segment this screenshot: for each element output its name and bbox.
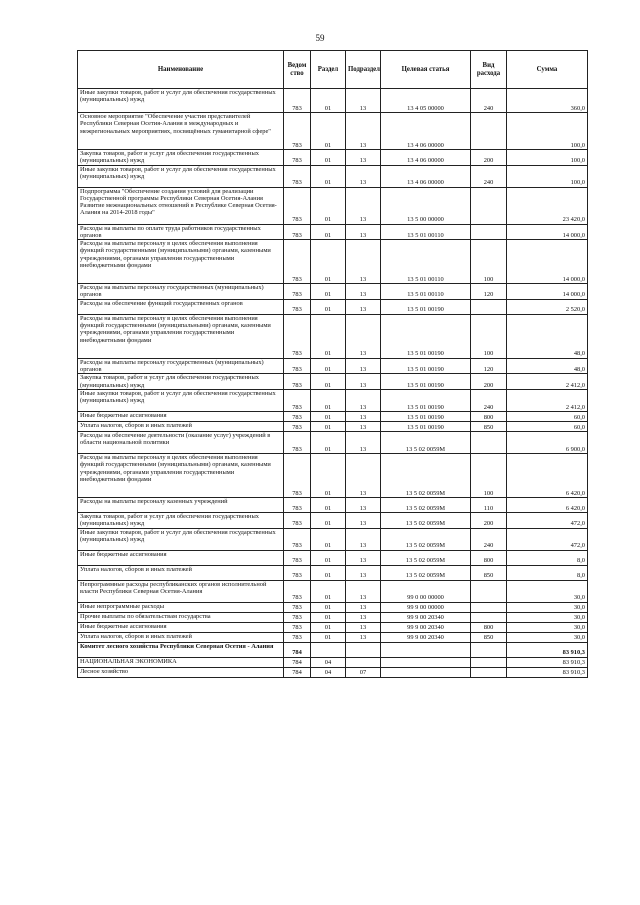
row-razdel-cell: 01 [311, 421, 346, 431]
row-tsel-cell: 13 5 01 00190 [381, 389, 471, 411]
table-row [78, 580, 588, 602]
row-podrazdel-cell: 13 [346, 632, 381, 642]
row-podrazdel-cell: 13 [346, 453, 381, 497]
table-row [78, 165, 588, 187]
row-podrazdel-cell: 13 [346, 612, 381, 622]
col-header-razdel: Раздел [311, 51, 346, 89]
row-name-cell: Иные бюджетные ассигнования [78, 411, 284, 421]
row-ved-cell: 783 [284, 512, 311, 528]
row-name-cell: Расходы на обеспечение деятельности (оказание услуг) учреждений в области национальной политики [78, 431, 284, 453]
row-razdel-cell: 01 [311, 622, 346, 632]
row-tsel-cell: 13 5 02 0059М [381, 512, 471, 528]
row-vid-cell [471, 299, 507, 314]
row-ved-cell: 783 [284, 453, 311, 497]
table-row [78, 299, 588, 314]
row-summa-cell: 8,0 [507, 565, 588, 580]
table-row [78, 284, 588, 300]
row-summa-cell: 30,0 [507, 612, 588, 622]
row-vid-cell: 120 [471, 358, 507, 374]
row-ved-cell: 783 [284, 421, 311, 431]
row-ved-cell: 784 [284, 667, 311, 677]
table-row [78, 150, 588, 166]
row-tsel-cell: 13 5 02 0059М [381, 550, 471, 565]
row-name-cell: Закупка товаров, работ и услуг для обеспечения государственных (муниципальных) нужд [78, 512, 284, 528]
row-tsel-cell: 99 9 00 20340 [381, 612, 471, 622]
row-podrazdel-cell: 07 [346, 667, 381, 677]
row-ved-cell: 783 [284, 612, 311, 622]
row-razdel-cell: 01 [311, 565, 346, 580]
row-name-cell: Расходы на выплаты персоналу государственных (муниципальных) органов [78, 284, 284, 300]
row-ved-cell: 784 [284, 642, 311, 657]
row-vid-cell: 240 [471, 389, 507, 411]
row-ved-cell: 783 [284, 411, 311, 421]
row-summa-cell: 6 900,0 [507, 431, 588, 453]
row-vid-cell: 240 [471, 165, 507, 187]
row-podrazdel-cell: 13 [346, 565, 381, 580]
table-row [78, 187, 588, 224]
row-name-cell: Непрограммные расходы республиканских органов исполнительной власти Республики Северная Осетия-Алания [78, 580, 284, 602]
row-ved-cell: 783 [284, 622, 311, 632]
row-razdel-cell: 01 [311, 224, 346, 240]
row-ved-cell: 783 [284, 528, 311, 550]
row-tsel-cell: 13 4 05 00000 [381, 89, 471, 113]
table-row [78, 657, 588, 667]
row-ved-cell: 783 [284, 550, 311, 565]
row-tsel-cell: 99 9 00 20340 [381, 632, 471, 642]
row-podrazdel-cell: 13 [346, 431, 381, 453]
row-podrazdel-cell: 13 [346, 299, 381, 314]
table-row [78, 374, 588, 390]
row-summa-cell: 30,0 [507, 580, 588, 602]
row-vid-cell: 800 [471, 622, 507, 632]
row-name-cell: Прочие выплаты по обязательствам государства [78, 612, 284, 622]
row-podrazdel-cell: 13 [346, 358, 381, 374]
table-row [78, 358, 588, 374]
row-podrazdel-cell: 13 [346, 497, 381, 512]
col-header-vid: Вид расхода [471, 51, 507, 89]
row-podrazdel-cell: 13 [346, 374, 381, 390]
row-summa-cell: 60,0 [507, 421, 588, 431]
row-vid-cell: 200 [471, 512, 507, 528]
row-name-cell: Комитет лесного хозяйства Республики Северная Осетия - Алания [78, 642, 284, 657]
col-header-podrazdel: Подраздел [346, 51, 381, 89]
table-body [78, 89, 588, 678]
row-razdel-cell: 01 [311, 497, 346, 512]
row-razdel-cell: 01 [311, 284, 346, 300]
row-tsel-cell [381, 667, 471, 677]
row-ved-cell: 783 [284, 565, 311, 580]
row-podrazdel-cell: 13 [346, 389, 381, 411]
row-podrazdel-cell: 13 [346, 314, 381, 358]
row-name-cell: Расходы на обеспечение функций государственных органов [78, 299, 284, 314]
row-vid-cell: 850 [471, 632, 507, 642]
row-podrazdel-cell [346, 657, 381, 667]
row-vid-cell [471, 612, 507, 622]
row-summa-cell: 48,0 [507, 358, 588, 374]
col-header-tsel: Целевая статья [381, 51, 471, 89]
row-summa-cell: 6 420,0 [507, 453, 588, 497]
row-tsel-cell: 13 4 06 00000 [381, 113, 471, 150]
row-podrazdel-cell: 13 [346, 240, 381, 284]
row-ved-cell: 783 [284, 113, 311, 150]
row-name-cell: Иные закупки товаров, работ и услуг для обеспечения государственных (муниципальных) нужд [78, 389, 284, 411]
row-razdel-cell [311, 642, 346, 657]
row-ved-cell: 783 [284, 431, 311, 453]
row-podrazdel-cell: 13 [346, 113, 381, 150]
row-name-cell: Иные закупки товаров, работ и услуг для обеспечения государственных (муниципальных) нужд [78, 528, 284, 550]
row-summa-cell: 60,0 [507, 411, 588, 421]
row-summa-cell: 8,0 [507, 550, 588, 565]
row-tsel-cell: 13 5 02 0059М [381, 497, 471, 512]
row-name-cell: Иные бюджетные ассигнования [78, 550, 284, 565]
row-ved-cell: 783 [284, 389, 311, 411]
table-row [78, 240, 588, 284]
row-podrazdel-cell: 13 [346, 550, 381, 565]
row-razdel-cell: 01 [311, 453, 346, 497]
row-ved-cell: 783 [284, 187, 311, 224]
table-row [78, 565, 588, 580]
row-razdel-cell: 04 [311, 657, 346, 667]
col-header-ved: Ведом ство [284, 51, 311, 89]
row-razdel-cell: 01 [311, 240, 346, 284]
row-ved-cell: 783 [284, 284, 311, 300]
row-name-cell: Иные бюджетные ассигнования [78, 622, 284, 632]
row-tsel-cell: 13 5 01 00110 [381, 240, 471, 284]
row-vid-cell: 100 [471, 453, 507, 497]
row-tsel-cell: 13 5 02 0059М [381, 565, 471, 580]
row-name-cell: Уплата налогов, сборов и иных платежей [78, 421, 284, 431]
row-podrazdel-cell: 13 [346, 528, 381, 550]
row-podrazdel-cell: 13 [346, 580, 381, 602]
row-vid-cell: 120 [471, 284, 507, 300]
row-vid-cell: 110 [471, 497, 507, 512]
row-summa-cell: 2 412,0 [507, 389, 588, 411]
row-razdel-cell: 01 [311, 374, 346, 390]
row-name-cell: Расходы на выплаты персоналу в целях обеспечения выполнения функций государственными (муниципальными) органами, казенными учреждениями, органами управления государственными внебюджетными фондами [78, 314, 284, 358]
row-name-cell: Расходы на выплаты персоналу государственных (муниципальных) органов [78, 358, 284, 374]
row-name-cell: Расходы на выплаты персоналу в целях обеспечения выполнения функций государственными (муниципальными) органами, казенными учреждениями, органами управления государственными внебюджетными фондами [78, 240, 284, 284]
row-summa-cell: 23 420,0 [507, 187, 588, 224]
row-razdel-cell: 01 [311, 389, 346, 411]
row-tsel-cell: 13 5 01 00190 [381, 374, 471, 390]
budget-table [77, 50, 588, 678]
table-row [78, 642, 588, 657]
table-row [78, 602, 588, 612]
row-razdel-cell: 01 [311, 314, 346, 358]
row-razdel-cell: 01 [311, 612, 346, 622]
row-ved-cell: 783 [284, 165, 311, 187]
table-row [78, 421, 588, 431]
table-row [78, 411, 588, 421]
row-name-cell: Закупка товаров, работ и услуг для обеспечения государственных (муниципальных) нужд [78, 150, 284, 166]
row-tsel-cell: 13 5 01 00190 [381, 411, 471, 421]
row-podrazdel-cell: 13 [346, 602, 381, 612]
row-podrazdel-cell: 13 [346, 187, 381, 224]
row-tsel-cell: 13 5 01 00190 [381, 314, 471, 358]
row-vid-cell [471, 642, 507, 657]
row-vid-cell: 200 [471, 374, 507, 390]
row-ved-cell: 783 [284, 240, 311, 284]
row-summa-cell: 83 910,3 [507, 667, 588, 677]
table-row [78, 667, 588, 677]
row-podrazdel-cell: 13 [346, 89, 381, 113]
row-podrazdel-cell: 13 [346, 622, 381, 632]
row-tsel-cell: 13 5 01 00110 [381, 224, 471, 240]
row-podrazdel-cell: 13 [346, 165, 381, 187]
row-tsel-cell: 13 5 02 0059М [381, 528, 471, 550]
row-tsel-cell: 13 5 00 00000 [381, 187, 471, 224]
row-name-cell: Расходы на выплаты по оплате труда работников государственных органов [78, 224, 284, 240]
row-ved-cell: 783 [284, 89, 311, 113]
row-vid-cell: 240 [471, 528, 507, 550]
row-podrazdel-cell [346, 642, 381, 657]
row-razdel-cell: 01 [311, 165, 346, 187]
row-podrazdel-cell: 13 [346, 224, 381, 240]
row-razdel-cell: 01 [311, 113, 346, 150]
row-name-cell: Уплата налогов, сборов и иных платежей [78, 565, 284, 580]
table-row [78, 89, 588, 113]
row-tsel-cell [381, 657, 471, 667]
table-row [78, 497, 588, 512]
row-razdel-cell: 01 [311, 632, 346, 642]
row-summa-cell: 2 520,0 [507, 299, 588, 314]
row-tsel-cell: 99 9 00 00000 [381, 602, 471, 612]
table-row [78, 389, 588, 411]
row-summa-cell: 14 000,0 [507, 284, 588, 300]
row-tsel-cell: 13 5 02 0059М [381, 453, 471, 497]
row-summa-cell: 83 910,3 [507, 642, 588, 657]
row-podrazdel-cell: 13 [346, 421, 381, 431]
row-vid-cell [471, 657, 507, 667]
row-tsel-cell: 99 0 00 00000 [381, 580, 471, 602]
row-vid-cell: 100 [471, 240, 507, 284]
table-row [78, 431, 588, 453]
row-tsel-cell: 99 9 00 20340 [381, 622, 471, 632]
row-vid-cell [471, 580, 507, 602]
row-summa-cell: 100,0 [507, 150, 588, 166]
row-vid-cell: 800 [471, 411, 507, 421]
row-summa-cell: 360,0 [507, 89, 588, 113]
row-podrazdel-cell: 13 [346, 411, 381, 421]
row-summa-cell: 14 000,0 [507, 240, 588, 284]
row-ved-cell: 783 [284, 150, 311, 166]
row-vid-cell [471, 113, 507, 150]
row-ved-cell: 783 [284, 602, 311, 612]
row-summa-cell: 472,0 [507, 512, 588, 528]
row-razdel-cell: 01 [311, 89, 346, 113]
row-ved-cell: 783 [284, 314, 311, 358]
row-vid-cell: 200 [471, 150, 507, 166]
row-vid-cell: 240 [471, 89, 507, 113]
row-vid-cell [471, 667, 507, 677]
row-summa-cell: 100,0 [507, 113, 588, 150]
row-razdel-cell: 01 [311, 528, 346, 550]
row-vid-cell: 850 [471, 565, 507, 580]
row-name-cell: Основное мероприятие "Обеспечение участия представителей Республики Северная Осетия-Алания в международных и межрегиональных мероприятиях, посвящённых гуманитарной сфере" [78, 113, 284, 150]
row-ved-cell: 783 [284, 299, 311, 314]
col-header-summa: Сумма [507, 51, 588, 89]
table-row [78, 113, 588, 150]
row-razdel-cell: 04 [311, 667, 346, 677]
row-tsel-cell: 13 5 01 00190 [381, 421, 471, 431]
row-vid-cell [471, 431, 507, 453]
row-summa-cell: 30,0 [507, 622, 588, 632]
row-razdel-cell: 01 [311, 580, 346, 602]
row-name-cell: Иные закупки товаров, работ и услуг для обеспечения государственных (муниципальных) нужд [78, 165, 284, 187]
row-name-cell: Расходы на выплаты персоналу казенных учреждений [78, 497, 284, 512]
row-ved-cell: 783 [284, 358, 311, 374]
row-razdel-cell: 01 [311, 150, 346, 166]
row-tsel-cell [381, 642, 471, 657]
table-row [78, 512, 588, 528]
row-tsel-cell: 13 4 06 00000 [381, 165, 471, 187]
row-razdel-cell: 01 [311, 512, 346, 528]
row-vid-cell: 850 [471, 421, 507, 431]
table-row [78, 528, 588, 550]
table-row [78, 622, 588, 632]
row-summa-cell: 6 420,0 [507, 497, 588, 512]
row-ved-cell: 783 [284, 497, 311, 512]
row-vid-cell [471, 602, 507, 612]
row-razdel-cell: 01 [311, 187, 346, 224]
row-summa-cell: 2 412,0 [507, 374, 588, 390]
row-summa-cell: 48,0 [507, 314, 588, 358]
table-row [78, 453, 588, 497]
row-podrazdel-cell: 13 [346, 512, 381, 528]
row-razdel-cell: 01 [311, 411, 346, 421]
row-summa-cell: 30,0 [507, 632, 588, 642]
table-header-row [78, 51, 588, 89]
row-vid-cell [471, 224, 507, 240]
row-vid-cell: 800 [471, 550, 507, 565]
table-row [78, 632, 588, 642]
row-razdel-cell: 01 [311, 550, 346, 565]
row-name-cell: Расходы на выплаты персоналу в целях обеспечения выполнения функций государственными (муниципальными) органами, казенными учреждениями, органами управления государственными внебюджетными фондами [78, 453, 284, 497]
row-tsel-cell: 13 5 02 0059М [381, 431, 471, 453]
row-summa-cell: 100,0 [507, 165, 588, 187]
row-summa-cell: 30,0 [507, 602, 588, 612]
table-row [78, 224, 588, 240]
row-ved-cell: 783 [284, 224, 311, 240]
row-tsel-cell: 13 5 01 00190 [381, 358, 471, 374]
row-name-cell: Лесное хозяйство [78, 667, 284, 677]
page-number: 59 [315, 33, 325, 43]
row-vid-cell: 100 [471, 314, 507, 358]
row-vid-cell [471, 187, 507, 224]
row-ved-cell: 783 [284, 580, 311, 602]
row-tsel-cell: 13 5 01 00110 [381, 284, 471, 300]
row-name-cell: НАЦИОНАЛЬНАЯ ЭКОНОМИКА [78, 657, 284, 667]
row-razdel-cell: 01 [311, 602, 346, 612]
table-row [78, 612, 588, 622]
row-ved-cell: 783 [284, 374, 311, 390]
row-tsel-cell: 13 5 01 00190 [381, 299, 471, 314]
row-podrazdel-cell: 13 [346, 284, 381, 300]
row-razdel-cell: 01 [311, 358, 346, 374]
row-razdel-cell: 01 [311, 431, 346, 453]
col-header-name: Наименование [78, 51, 284, 89]
row-name-cell: Закупка товаров, работ и услуг для обеспечения государственных (муниципальных) нужд [78, 374, 284, 390]
row-name-cell: Иные непрограммные расходы [78, 602, 284, 612]
row-tsel-cell: 13 4 06 00000 [381, 150, 471, 166]
table-row [78, 314, 588, 358]
row-name-cell: Подпрограмма "Обеспечение создания условий для реализации Государственной программы Республики Северная Осетия-Алания Развитие межнациональных отношений в Республике Северная Осетия-Алания на 2014-2018 годы" [78, 187, 284, 224]
row-ved-cell: 783 [284, 632, 311, 642]
row-summa-cell: 14 000,0 [507, 224, 588, 240]
table-row [78, 550, 588, 565]
row-summa-cell: 83 910,3 [507, 657, 588, 667]
row-razdel-cell: 01 [311, 299, 346, 314]
row-name-cell: Уплата налогов, сборов и иных платежей [78, 632, 284, 642]
row-name-cell: Иные закупки товаров, работ и услуг для обеспечения государственных (муниципальных) нужд [78, 89, 284, 113]
row-podrazdel-cell: 13 [346, 150, 381, 166]
row-summa-cell: 472,0 [507, 528, 588, 550]
row-ved-cell: 784 [284, 657, 311, 667]
